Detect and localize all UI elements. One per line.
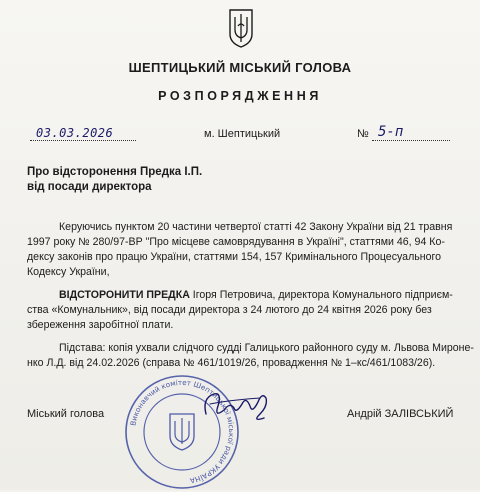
order-lead: ВІДСТОРОНИТИ ПРЕДКА xyxy=(59,289,190,301)
signer-position: Міський голова xyxy=(27,408,105,420)
paragraph-line: Керуючись пунктом 20 частини четвертої статті 42 Закону України від 21 травня xyxy=(59,221,453,233)
subject-line-1: Про відсторонення Предка І.П. xyxy=(27,166,203,178)
paragraph-line xyxy=(27,288,455,303)
number-sign: № xyxy=(357,128,369,140)
document-meta-row xyxy=(0,124,480,144)
date-line xyxy=(30,140,136,141)
paragraph-line: Підстава: копія ухвали слідчого судді Галицького районного суду м. Львова Мироне- xyxy=(59,342,474,354)
paragraph-line: Кодексу України, xyxy=(27,266,110,278)
document-place: м. Шептицький xyxy=(204,128,281,140)
trident-coat-of-arms-icon xyxy=(228,8,254,48)
paragraph-line: збереження заробітної плати. xyxy=(27,319,174,331)
paragraph-legal-basis xyxy=(27,220,455,280)
order-line-rest: Ігоря Петровича, директора Комунального підприєм- xyxy=(189,289,453,301)
document-type-title: РОЗПОРЯДЖЕННЯ xyxy=(158,89,322,103)
organization-title: ШЕПТИЦЬКИЙ МІСЬКИЙ ГОЛОВА xyxy=(128,60,352,75)
signer-name: Андрій ЗАЛІВСЬКИЙ xyxy=(347,408,454,420)
document-subject xyxy=(27,165,202,195)
handwritten-signature xyxy=(200,384,272,426)
number-line xyxy=(372,140,450,141)
paragraph-order xyxy=(27,288,455,333)
paragraph-line: 1997 року № 280/97-ВР "Про місцеве самоврядування в Україні", статтями 46, 94 Ко- xyxy=(27,236,445,248)
paragraph-line: нко Л.Д. від 24.02.2026 (справа № 461/1019/26, провадження № 1–кс/461/1083/26). xyxy=(27,357,436,369)
handwritten-date: 03.03.2026 xyxy=(36,126,114,140)
stamp-text: Виконавчий комітет Шептицької міської ради УКРАЇНА xyxy=(128,377,237,486)
subject-line-2: від посади директора xyxy=(27,181,152,193)
handwritten-number: 5-п xyxy=(378,124,404,140)
paragraph-line: дексу законів про працю України, статтями 154, 157 Кримінального Процесуального xyxy=(27,251,442,263)
paragraph-grounds xyxy=(27,341,474,371)
paragraph-line: ства «Комунальник», від посади директора з 24 лютого до 24 квітня 2026 року без xyxy=(27,304,432,316)
